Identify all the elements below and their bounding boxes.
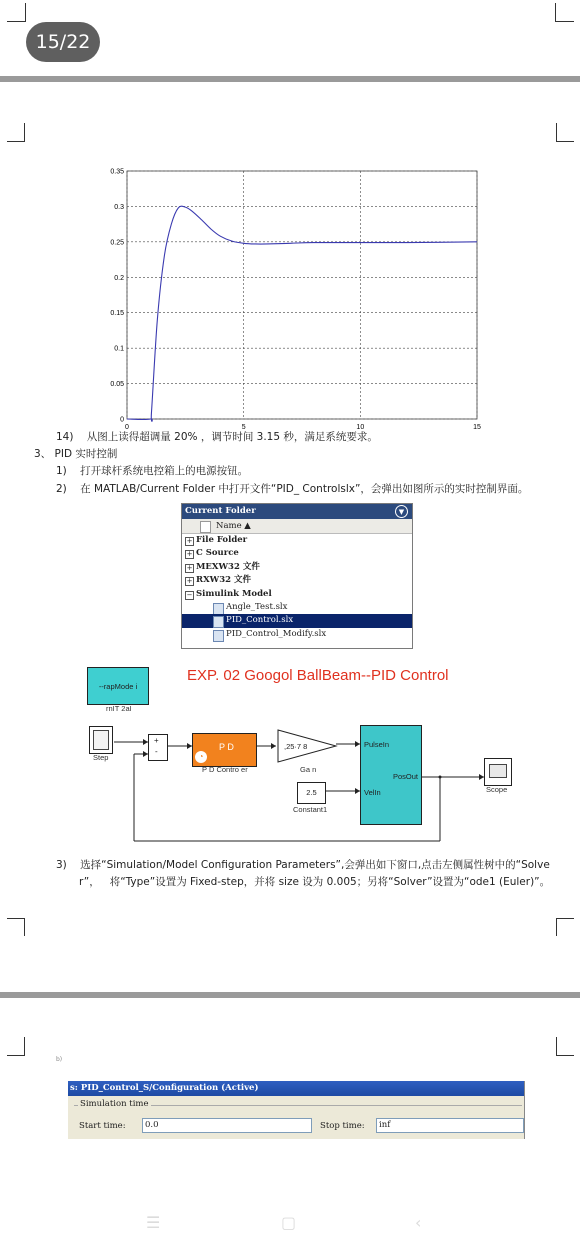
collapse-icon[interactable]: − xyxy=(186,590,193,599)
gain-block[interactable] xyxy=(276,728,338,764)
scope-icon xyxy=(489,764,507,778)
series-line xyxy=(127,206,477,421)
crop-mark xyxy=(555,3,574,22)
folder-group[interactable]: + C Source xyxy=(186,548,239,559)
simulink-file-icon xyxy=(213,630,224,642)
stop-time-label: Stop time: xyxy=(320,1121,365,1131)
crop-mark xyxy=(24,918,25,936)
x-tick-label: 10 xyxy=(356,424,365,431)
folder-group[interactable]: + File Folder xyxy=(186,535,248,545)
real-time-block-label: rnIT 2aI xyxy=(106,704,132,713)
back-icon[interactable]: ‹ xyxy=(415,1213,422,1232)
x-tick-label: 15 xyxy=(473,424,481,431)
pid-controller-label: P D Contro er xyxy=(202,765,248,774)
y-tick-label: 0 xyxy=(120,416,124,424)
page-separator xyxy=(0,76,580,82)
section-3-heading: 3、 PID 实时控制 xyxy=(34,448,118,460)
file-row-selected[interactable]: PID_Control.slx xyxy=(182,614,412,627)
chart-frame xyxy=(127,171,477,419)
pid-controller-block[interactable]: P D ◔ xyxy=(192,733,257,767)
constant-block[interactable]: 2.5 xyxy=(297,782,326,804)
stop-time-input[interactable]: inf xyxy=(376,1118,524,1133)
configuration-window xyxy=(68,1081,525,1139)
y-tick-label: 0.05 xyxy=(110,381,124,389)
menu-icon[interactable]: ☰ xyxy=(146,1213,161,1232)
ballbeam-plant-block[interactable]: PulseIn PosOut VelIn xyxy=(360,725,422,825)
configuration-title: s: PID_Control_S/Configuration (Active) xyxy=(68,1081,524,1096)
model-title: EXP. 02 Googol BallBeam--PID Control xyxy=(187,667,449,684)
crop-mark xyxy=(556,1055,574,1056)
crop-mark xyxy=(24,123,25,141)
real-time-block[interactable]: --rapMode i xyxy=(87,667,149,705)
folder-group[interactable]: + MEXW32 文件 xyxy=(186,561,260,572)
step-icon xyxy=(93,730,109,750)
crop-mark xyxy=(556,1037,557,1055)
file-icon xyxy=(200,521,211,533)
step-3-text-line2: r”， 将“Type”设置为 Fixed-step，并将 size 设为 0.005；另将“Solver”设置为“ode1 (Euler)”。 xyxy=(79,876,551,888)
y-tick-label: 0.1 xyxy=(114,345,124,353)
file-row[interactable]: PID_Control_Modify.slx xyxy=(182,628,412,641)
crop-mark xyxy=(556,141,574,142)
item-14-text: 14) 从图上读得超调量 20% ，调节时间 3.15 秒，满足系统要求。 xyxy=(56,431,378,443)
y-tick-label: 0.3 xyxy=(114,203,124,211)
chart-ticks xyxy=(110,169,481,432)
start-time-label: Start time: xyxy=(79,1121,126,1131)
x-tick-label: 0 xyxy=(125,424,129,431)
x-tick-label: 5 xyxy=(241,424,246,431)
small-mark: b) xyxy=(56,1056,63,1063)
crop-mark xyxy=(7,1055,25,1056)
y-tick-label: 0.35 xyxy=(110,168,124,176)
plus-sign: + xyxy=(154,736,159,745)
crop-mark xyxy=(556,123,557,141)
home-icon[interactable]: ▢ xyxy=(281,1213,297,1232)
simulation-time-group xyxy=(74,1099,522,1138)
expand-icon[interactable]: + xyxy=(186,577,193,586)
scope-block[interactable] xyxy=(484,758,512,786)
step-2-text: 2) 在 MATLAB/Current Folder 中打开文件“PID_ Controlslx”，会弹出如图所示的实时控制界面。 xyxy=(56,483,529,495)
step-3-text-line1: 3) 选择“Simulation/Model Configuration Parameters”,会弹出如下窗口,点击左侧属性树中的“Solve xyxy=(56,859,550,871)
minus-sign: - xyxy=(155,747,158,756)
page-indicator: 15/22 xyxy=(26,22,100,62)
crop-mark xyxy=(556,918,574,919)
crop-mark xyxy=(7,3,26,22)
expand-icon[interactable]: + xyxy=(186,550,193,559)
start-time-input[interactable]: 0.0 xyxy=(142,1118,312,1133)
step-label: Step xyxy=(93,753,109,762)
simulink-file-icon xyxy=(213,616,224,628)
step-block[interactable] xyxy=(89,726,113,754)
expand-icon[interactable]: + xyxy=(186,537,193,545)
pid-tune-icon: ◔ xyxy=(195,751,207,763)
file-row[interactable]: Angle_Test.slx xyxy=(182,601,412,614)
gain-label: Ga n xyxy=(300,765,317,774)
collapse-icon[interactable]: ▼ xyxy=(395,505,408,518)
svg-text:,25·7 8: ,25·7 8 xyxy=(284,742,308,751)
y-tick-label: 0.15 xyxy=(110,310,124,318)
current-folder-title-bar xyxy=(182,504,412,519)
folder-group[interactable]: + RXW32 文件 xyxy=(186,575,251,586)
folder-group[interactable]: − Simulink Model xyxy=(186,588,272,599)
step-response-chart xyxy=(105,163,490,433)
column-header[interactable] xyxy=(182,519,412,534)
crop-mark xyxy=(556,918,557,936)
scope-label: Scope xyxy=(486,785,508,794)
simulation-time-legend: Simulation time xyxy=(80,1099,149,1109)
current-folder-title: Current Folder xyxy=(185,506,256,516)
crop-mark xyxy=(7,918,25,919)
crop-mark xyxy=(7,141,25,142)
constant-label: Constant1 xyxy=(293,805,328,814)
crop-mark xyxy=(24,1037,25,1055)
name-column-header[interactable]: Name ▲ xyxy=(216,521,251,531)
expand-icon[interactable]: + xyxy=(186,563,193,572)
chart-grid xyxy=(127,171,477,419)
current-folder-panel xyxy=(181,503,413,649)
y-tick-label: 0.25 xyxy=(110,239,124,247)
step-1-text: 1) 打开球杆系统电控箱上的电源按钮。 xyxy=(56,465,249,477)
y-tick-label: 0.2 xyxy=(114,274,124,282)
simulink-file-icon xyxy=(213,603,224,615)
page-separator xyxy=(0,992,580,998)
sum-block[interactable] xyxy=(148,734,168,761)
